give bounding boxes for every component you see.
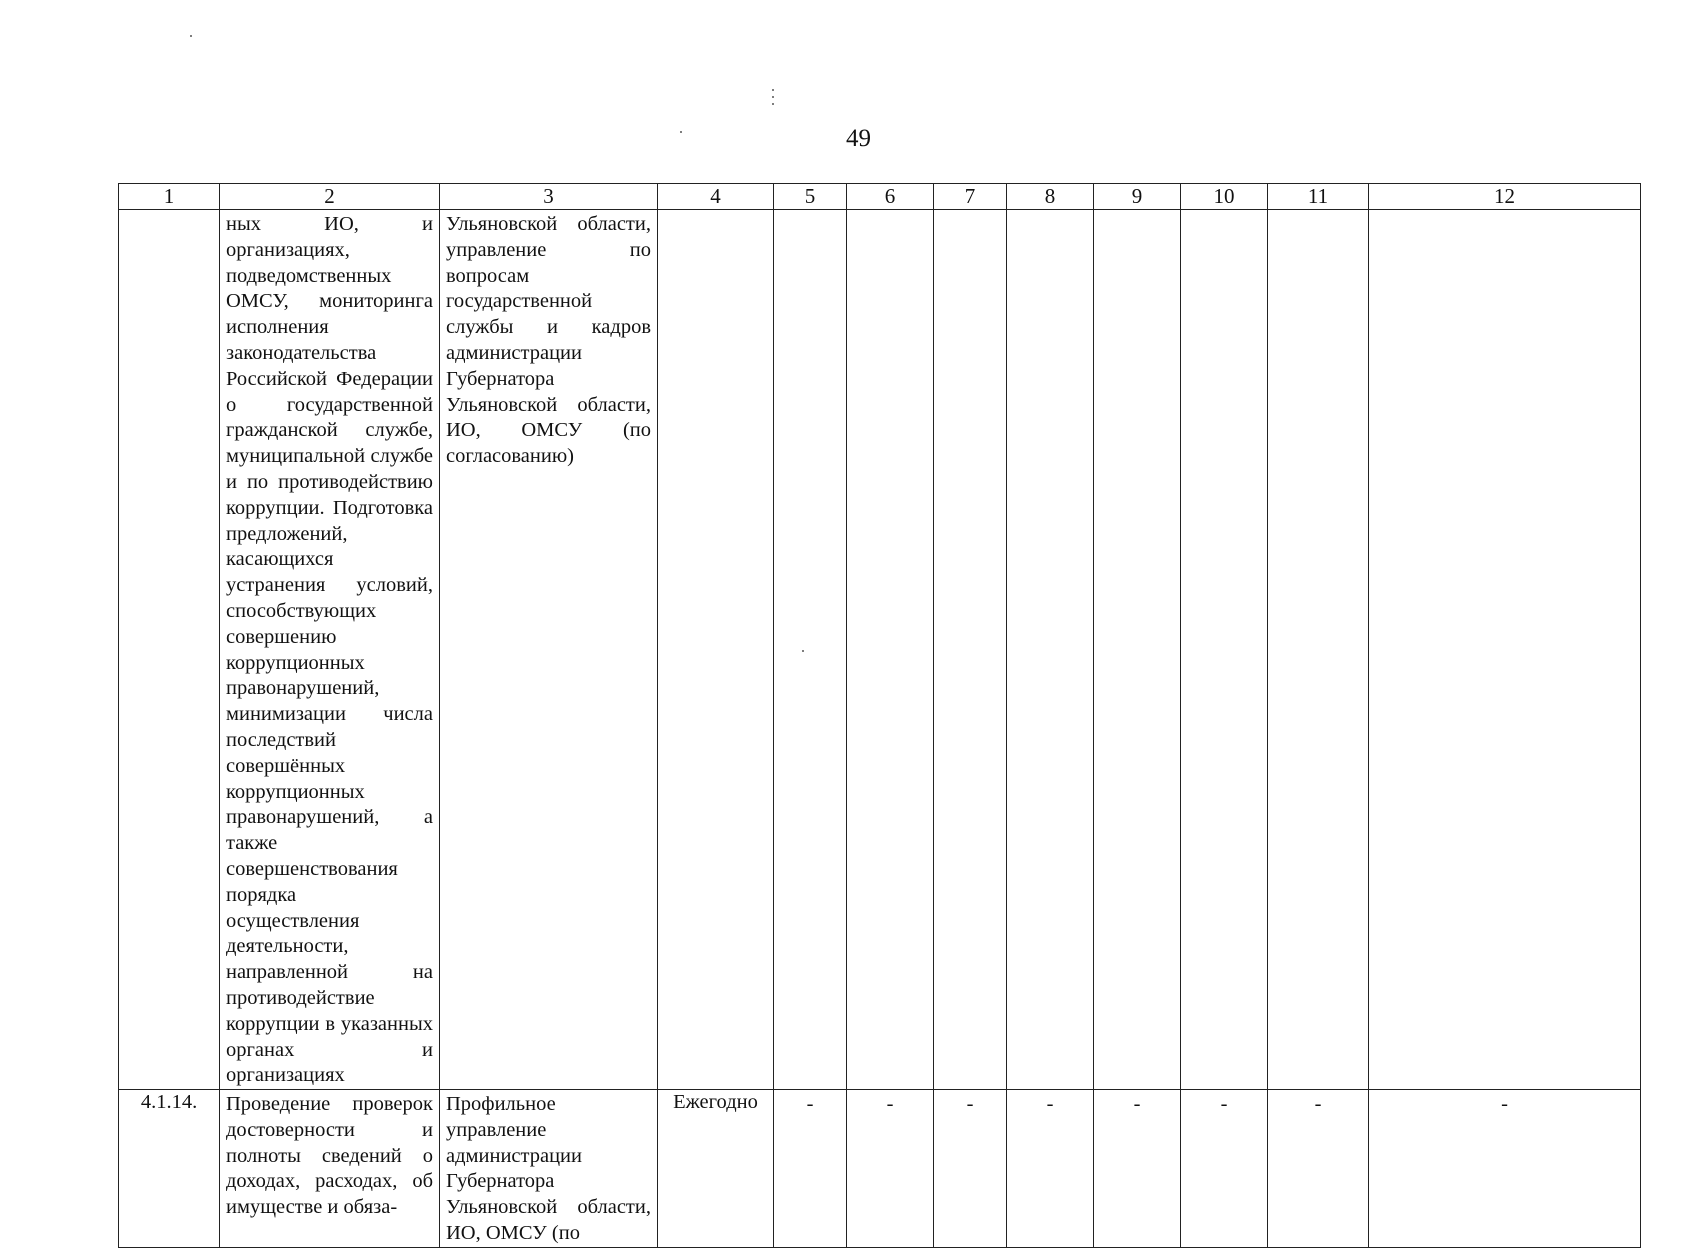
- measure-cell: [220, 1090, 440, 1248]
- executor-text: Профильное управление администрации Губернатора Ульяновской области, ИО, ОМСУ (по: [446, 1093, 651, 1245]
- value-cell: [847, 210, 934, 1090]
- column-header: 5: [774, 184, 847, 210]
- column-header: 7: [934, 184, 1007, 210]
- value-cell: [1268, 210, 1369, 1090]
- column-header: 6: [847, 184, 934, 210]
- scan-speck: [680, 131, 682, 133]
- executor-cell: [440, 210, 658, 1090]
- value-cell: [1094, 210, 1181, 1090]
- value-text: [1094, 210, 1180, 212]
- value-cell: [1369, 1090, 1641, 1248]
- table-row: [119, 1090, 1641, 1248]
- scan-speck: [190, 35, 192, 37]
- column-header: 2: [220, 184, 440, 210]
- value-text: -: [1046, 1093, 1054, 1116]
- scan-speck: [772, 103, 774, 105]
- value-cell: [1181, 210, 1268, 1090]
- scan-speck: [772, 89, 774, 91]
- value-cell: [1268, 1090, 1369, 1248]
- value-text: [1369, 210, 1640, 212]
- page-number: 49: [846, 125, 871, 152]
- value-text: -: [1501, 1093, 1508, 1116]
- column-header: 1: [119, 184, 220, 210]
- value-cell: [1007, 1090, 1094, 1248]
- value-cell: [774, 210, 847, 1090]
- column-header: 9: [1094, 184, 1181, 210]
- measures-table: [118, 183, 1641, 1248]
- value-text: -: [886, 1093, 894, 1116]
- executor-text: Ульяновской области, управление по вопросам государственной службы и кадров администрации Губернатора Ульяновской области, ИО, ОМСУ (по согласованию): [446, 213, 651, 468]
- header-row: [119, 184, 1641, 210]
- column-header: 3: [440, 184, 658, 210]
- value-cell: [934, 1090, 1007, 1248]
- column-header: 12: [1369, 184, 1641, 210]
- value-cell: [1181, 1090, 1268, 1248]
- value-cell: [1369, 210, 1641, 1090]
- term-cell: Ежегодно: [658, 1090, 774, 1248]
- value-cell: [934, 210, 1007, 1090]
- scan-speck: [772, 96, 774, 98]
- value-text: [934, 210, 1006, 212]
- column-header: 8: [1007, 184, 1094, 210]
- value-cell: [847, 1090, 934, 1248]
- column-header: 4: [658, 184, 774, 210]
- table-row: [119, 210, 1641, 1090]
- value-text: [1268, 210, 1368, 212]
- value-text: -: [1133, 1093, 1141, 1116]
- row-number-cell: [119, 210, 220, 1090]
- executor-cell: [440, 1090, 658, 1248]
- value-text: [774, 210, 846, 212]
- column-header: 11: [1268, 184, 1369, 210]
- value-cell: [774, 1090, 847, 1248]
- measure-text: ных ИО, и организациях, подведомственных ОМСУ, мониторинга исполнения законодательства Российской Федерации о государственной гражданской службе, муниципальной службе и по противодействию коррупции. Подготовка предложений, касающихся устранения условий, способствующих совершению коррупционных правонарушений, минимизации числа последствий совершённых коррупционных правонарушений, а также совершенствования порядка осуществления деятельности, направленной на противодействие коррупции в указанных органах и организациях: [226, 213, 433, 1087]
- value-text: -: [1314, 1093, 1322, 1116]
- value-text: -: [806, 1093, 814, 1116]
- value-text: [847, 210, 933, 212]
- measure-text: Проведение проверок достоверности и полноты сведений о доходах, расходах, об имуществе и обяза-: [226, 1093, 433, 1219]
- term-cell: [658, 210, 774, 1090]
- value-cell: [1007, 210, 1094, 1090]
- value-text: -: [1220, 1093, 1228, 1116]
- value-text: [1181, 210, 1267, 212]
- value-text: [1007, 210, 1093, 212]
- column-header: 10: [1181, 184, 1268, 210]
- value-text: -: [966, 1093, 974, 1116]
- value-cell: [1094, 1090, 1181, 1248]
- row-number-cell: 4.1.14.: [119, 1090, 220, 1248]
- measure-cell: [220, 210, 440, 1090]
